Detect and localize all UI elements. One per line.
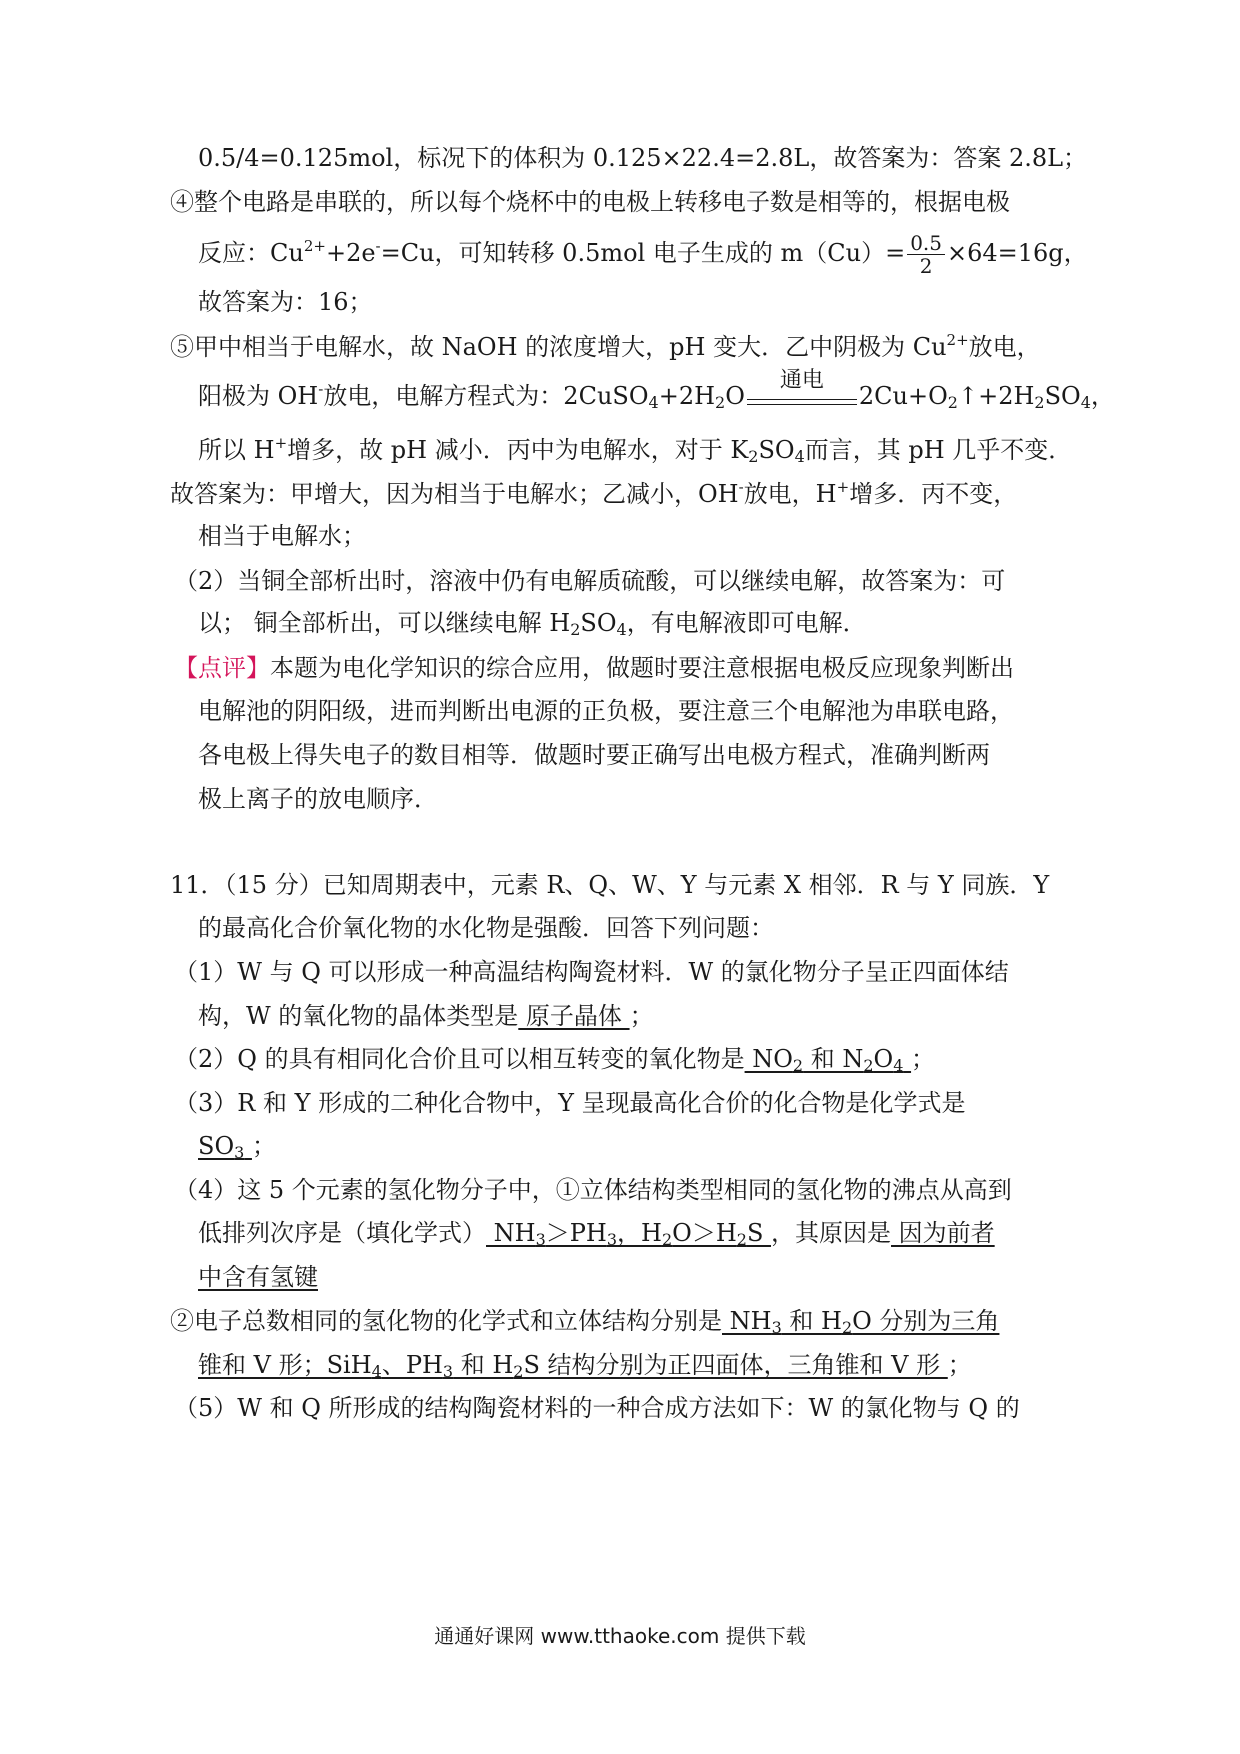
reaction-condition-arrow: 通电: [747, 383, 857, 413]
text-line: [198, 1261, 318, 1293]
text-line: ④整个电路是串联的，所以每个烧杯中的电极上转移电子数是相等的，根据电极: [170, 188, 1010, 216]
text-line: ②电子总数相同的氢化物的化学式和立体结构分别是 $NH_3$ 和 $H_2O$ 分别为三角: [170, 1307, 1000, 1337]
text-line: 故答案为：16；: [198, 288, 373, 316]
text-line: 电解池的阴阳级，进而判断出电源的正负极，要注意三个电解池为串联电路，: [198, 697, 1014, 725]
text-line: （2）Q 的具有相同化合价且可以相互转变的氧化物是 $NO_2$ 和 $N_2O_4$ ；: [174, 1045, 936, 1075]
question-title: 11．（15 分）已知周期表中，元素 R、Q、W、Y 与元素 X 相邻．R 与 Y 同族．Y: [170, 871, 1050, 899]
equation-line: 反应：$Cu^{2+}+2e^-=Cu$，可知转移 0.5mol 电子生成的 m（Cu）= $\frac{0.5}{2}$ ×64=16g，: [198, 231, 1088, 278]
text-line: 所以 H+增多，故 pH 减小．丙中为电解水，对于 $K_2SO_4$而言，其 pH 几乎不变．: [198, 434, 1073, 466]
fraction: $\frac{0.5}{2}$: [907, 232, 945, 277]
text-line: （2）当铜全部析出时，溶液中仍有电解质硫酸，可以继续电解，故答案为：可: [174, 567, 1006, 595]
answer-blank: $NH_3>PH_3$，$H_2O>H_2S$: [486, 1219, 772, 1249]
answer-blank: 因为前者: [891, 1219, 995, 1247]
text-line: $SO_3$ ；: [198, 1132, 276, 1162]
text-line: 相当于电解水；: [198, 522, 366, 550]
text-line: ⑤甲中相当于电解水，故 NaOH 的浓度增大，pH 变大．乙中阴极为 $Cu^{2+}$放电，: [170, 331, 1041, 361]
answer-blank: 原子晶体: [518, 1002, 630, 1030]
answer-blank: $SO_3$: [198, 1132, 245, 1162]
equation-line: 阳极为 OH-放电，电解方程式为：$2CuSO_4+2H_2O$ 通电 $2Cu+O_2↑+2H_2SO_4$，: [198, 367, 1115, 412]
answer-blank: 中含有氢键: [198, 1263, 318, 1291]
text-line: 构，W 的氧化物的晶体类型是 原子晶体 ；: [198, 1002, 654, 1030]
comment-line: 【点评】本题为电化学知识的综合应用，做题时要注意根据电极反应现象判断出: [174, 654, 1014, 682]
answer-blank: $NH_3$ 和 $H_2O$ 分别为三角: [722, 1307, 1000, 1337]
text-line: 极上离子的放电顺序．: [198, 785, 438, 813]
text-line: 各电极上得失电子的数目相等．做题时要正确写出电极方程式，准确判断两: [198, 741, 990, 769]
text-line: 低排列次序是（填化学式） $NH_3>PH_3$，$H_2O>H_2S$ ，其原因是 因为前者: [198, 1219, 995, 1249]
text-line: （1）W 与 Q 可以形成一种高温结构陶瓷材料．W 的氯化物分子呈正四面体结: [174, 958, 1009, 986]
text-line: 故答案为：甲增大，因为相当于电解水；乙减小，OH-放电，H+增多．丙不变，: [170, 478, 1018, 508]
answer-blank: 锥和 V 形；SiH$_4$、$PH_3$ 和 $H_2S$ 结构分别为正四面体，三角锥和 V 形: [198, 1351, 948, 1381]
text-line: 的最高化合价氧化物的水化物是强酸．回答下列问题：: [198, 914, 774, 942]
answer-blank: $NO_2$ 和 $N_2O_4$: [744, 1045, 904, 1075]
text-line: （4）这 5 个元素的氢化物分子中，①立体结构类型相同的氢化物的沸点从高到: [174, 1176, 1012, 1204]
text-line: 锥和 V 形；SiH$_4$、$PH_3$ 和 $H_2S$ 结构分别为正四面体，三角锥和 V 形 ；: [198, 1351, 972, 1381]
comment-tag: 【点评】: [174, 654, 270, 682]
page-footer: 通通好课网 www.tthaoke.com 提供下载: [434, 1624, 806, 1648]
text-line: 0.5/4=0.125mol，标况下的体积为 0.125×22.4=2.8L，故答案为：答案 2.8L；: [198, 144, 1088, 172]
text-line: （5）W 和 Q 所形成的结构陶瓷材料的一种合成方法如下：W 的氯化物与 Q 的: [174, 1394, 1020, 1422]
text-line: 以； 铜全部析出，可以继续电解 $H_2SO_4$，有电解液即可电解．: [198, 609, 867, 639]
text-line: （3）R 和 Y 形成的二种化合物中，Y 呈现最高化合价的化合物是化学式是: [174, 1089, 966, 1117]
